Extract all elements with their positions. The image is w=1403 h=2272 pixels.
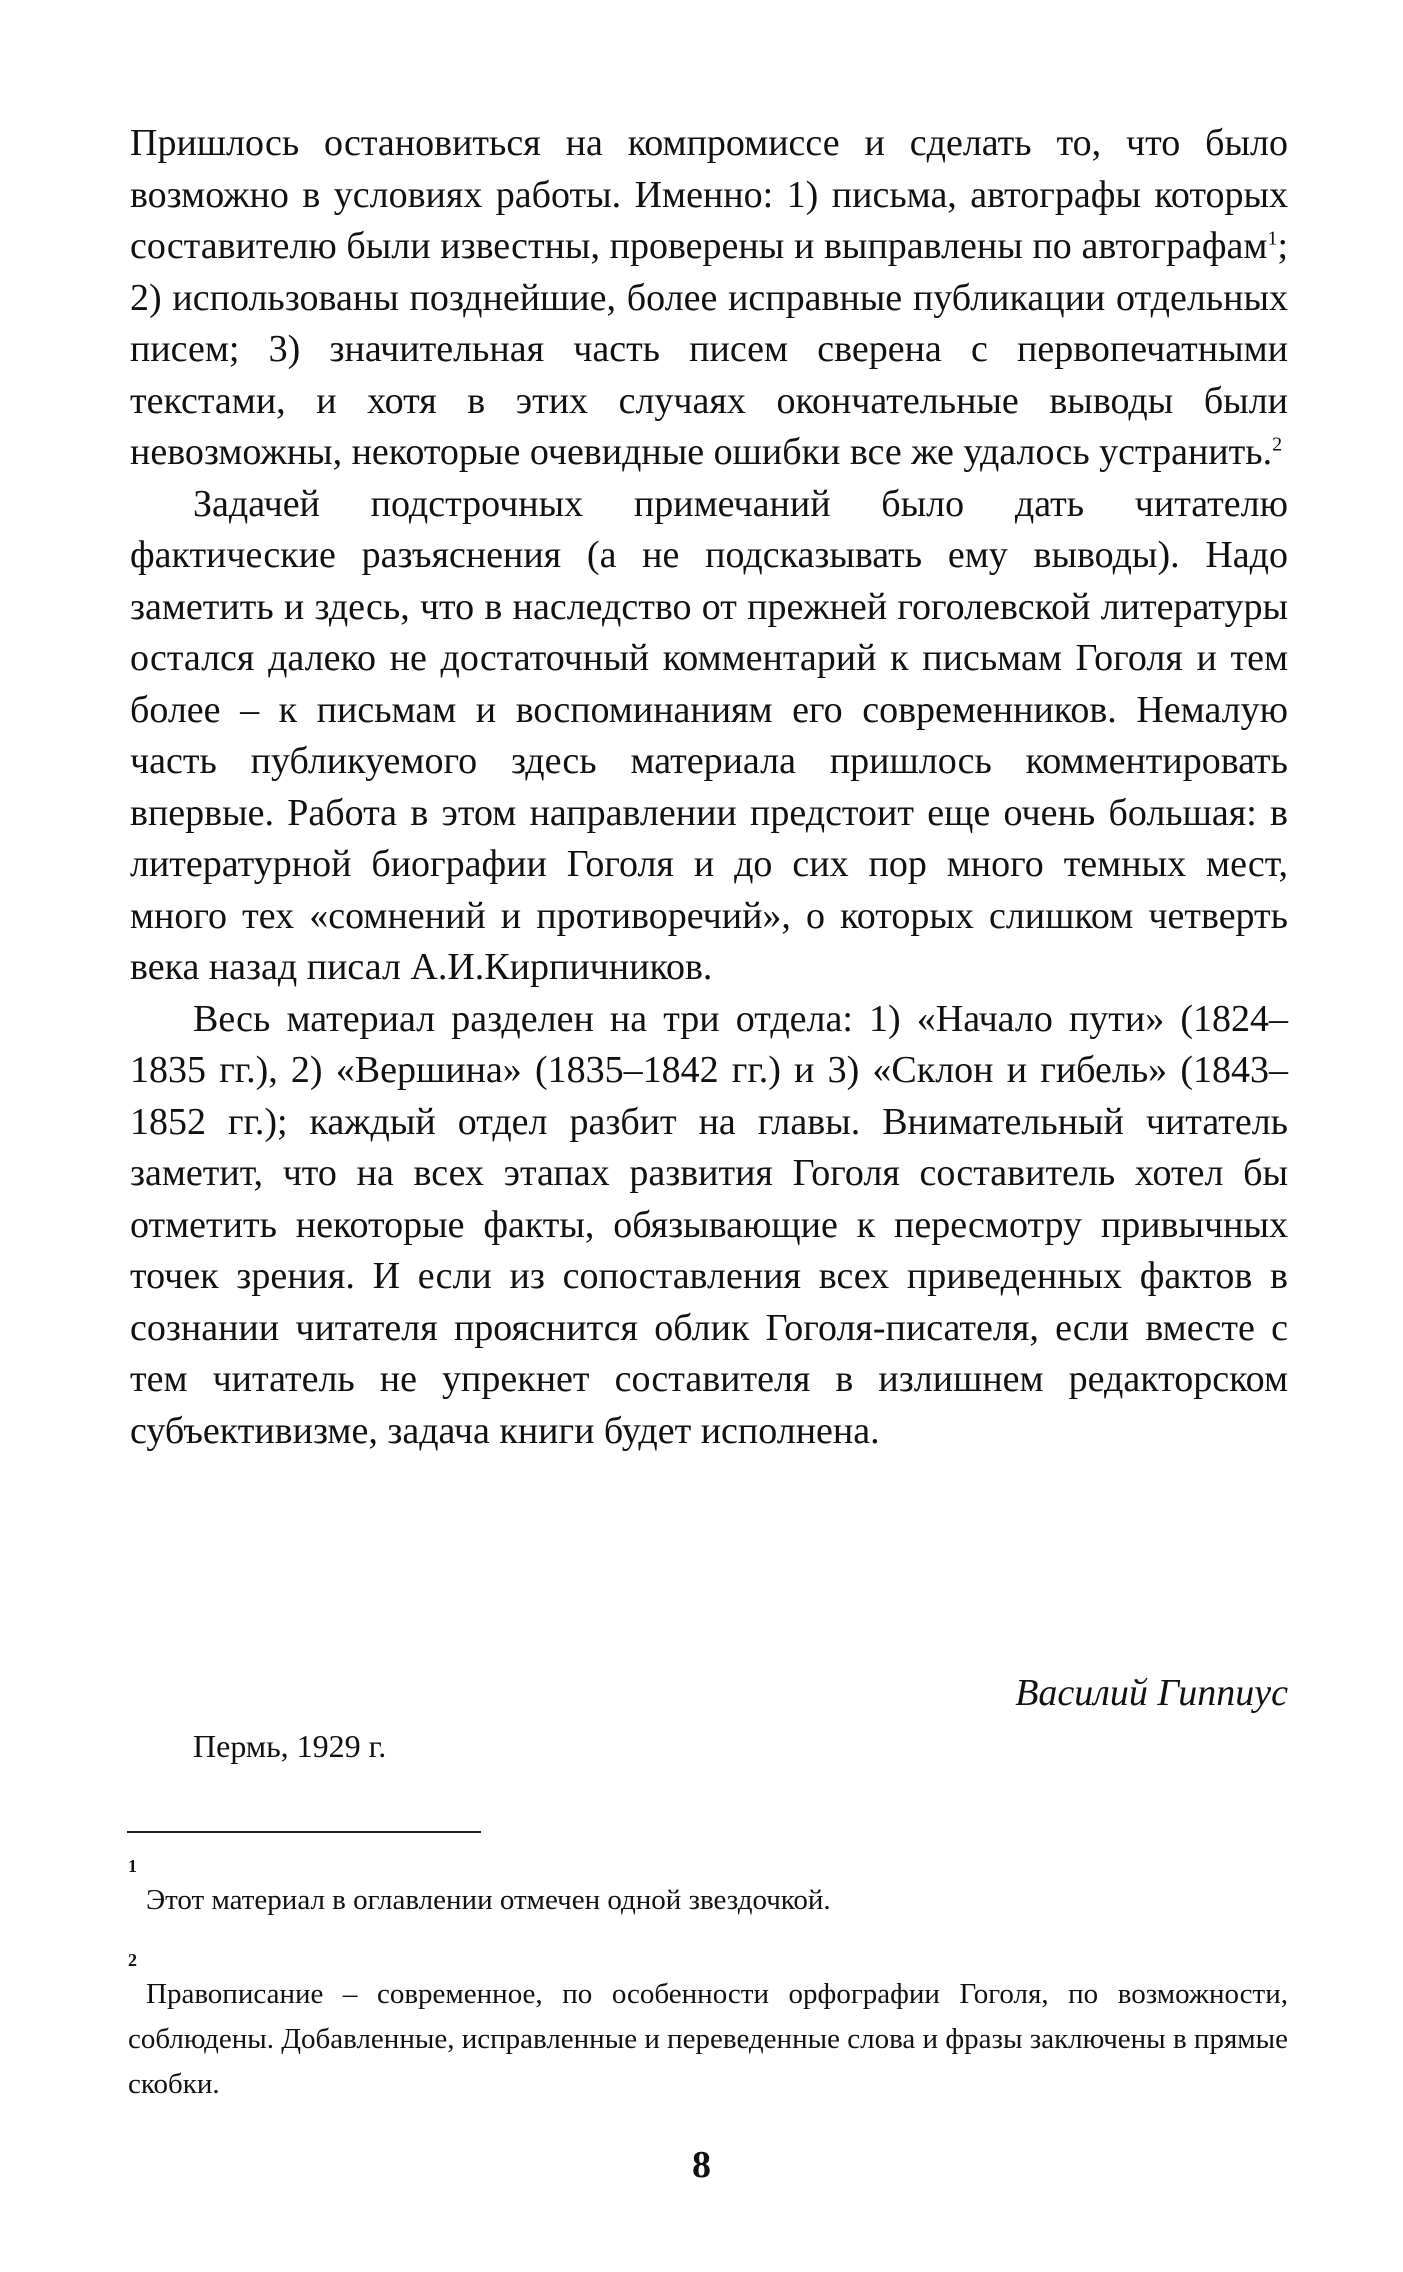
paragraph	[130, 118, 1288, 479]
footnote-mark: 1	[128, 1856, 137, 1876]
place-date: Пермь, 1929 г.	[193, 1728, 387, 1764]
paragraph-text: Пришлось остановиться на компромиссе и сделать то, что было возможно в условиях работы. Именно: 1) письма, автографы которых составителю были известны, проверены и выправлены по автографам	[130, 122, 1288, 267]
paragraph-text: ; 2) использованы позднейшие, более исправные публикации отдельных писем; 3) значительная часть писем сверена с первопечатными текстами, и хотя в этих случаях окончательные выводы были невозможны, некоторые очевидные ошибки все же удалось устранить.	[130, 225, 1288, 473]
paragraph: Весь материал разделен на три отдела: 1) «Начало пути» (1824–1835 гг.), 2) «Вершина» (1835–1842 гг.) и 3) «Склон и гибель» (1843–1852 гг.); каждый отдел разбит на главы. Внимательный читатель заметит, что на всех этапах развития Гоголя составитель хотел бы отметить некоторые факты, обязывающие к пересмотру привычных точек зрения. И если из сопоставления всех приведенных фактов в сознании читателя прояснится облик Гоголя-писателя, если вместе с тем читатель не упрекнет составителя в излишнем редакторском субъективизме, задача книги будет исполнена.	[130, 997, 1288, 1452]
main-text	[130, 118, 1288, 1457]
footnote-text: Правописание – современное, по особенности орфографии Гоголя, по возможности, соблюдены. Добавленные, исправленные и переведенные слова и фразы заключены в прямые скобки.	[128, 1978, 1288, 2100]
footnote-divider	[127, 1831, 481, 1833]
paragraph: Задачей подстрочных примечаний было дать читателю фактические разъяснения (а не подсказывать ему выводы). Надо заметить и здесь, что в наследство от прежней гоголевской литературы остался далеко не достаточный комментарий к письмам Гоголя и тем более – к письмам и воспоминаниям его современников. Немалую часть публикуемого здесь материала пришлось комментировать впервые. Работа в этом направлении предстоит еще очень большая: в литературной биографии Гоголя и до сих пор много темных мест, много тех «сомнений и противоречий», о которых слишком четверть века назад писал А.И.Кирпичников.	[130, 482, 1288, 988]
footnote-ref: 1	[1267, 227, 1278, 250]
footnote-mark: 2	[128, 1950, 137, 1970]
author-signature: Василий Гиппиус	[1015, 1672, 1288, 1714]
page-number: 8	[692, 2144, 711, 2186]
footnote-text: Этот материал в оглавлении отмечен одной звездочкой.	[146, 1884, 831, 1916]
footnote	[128, 1856, 1288, 1923]
footnote	[128, 1950, 1288, 2107]
footnote-ref: 2	[1272, 433, 1283, 456]
